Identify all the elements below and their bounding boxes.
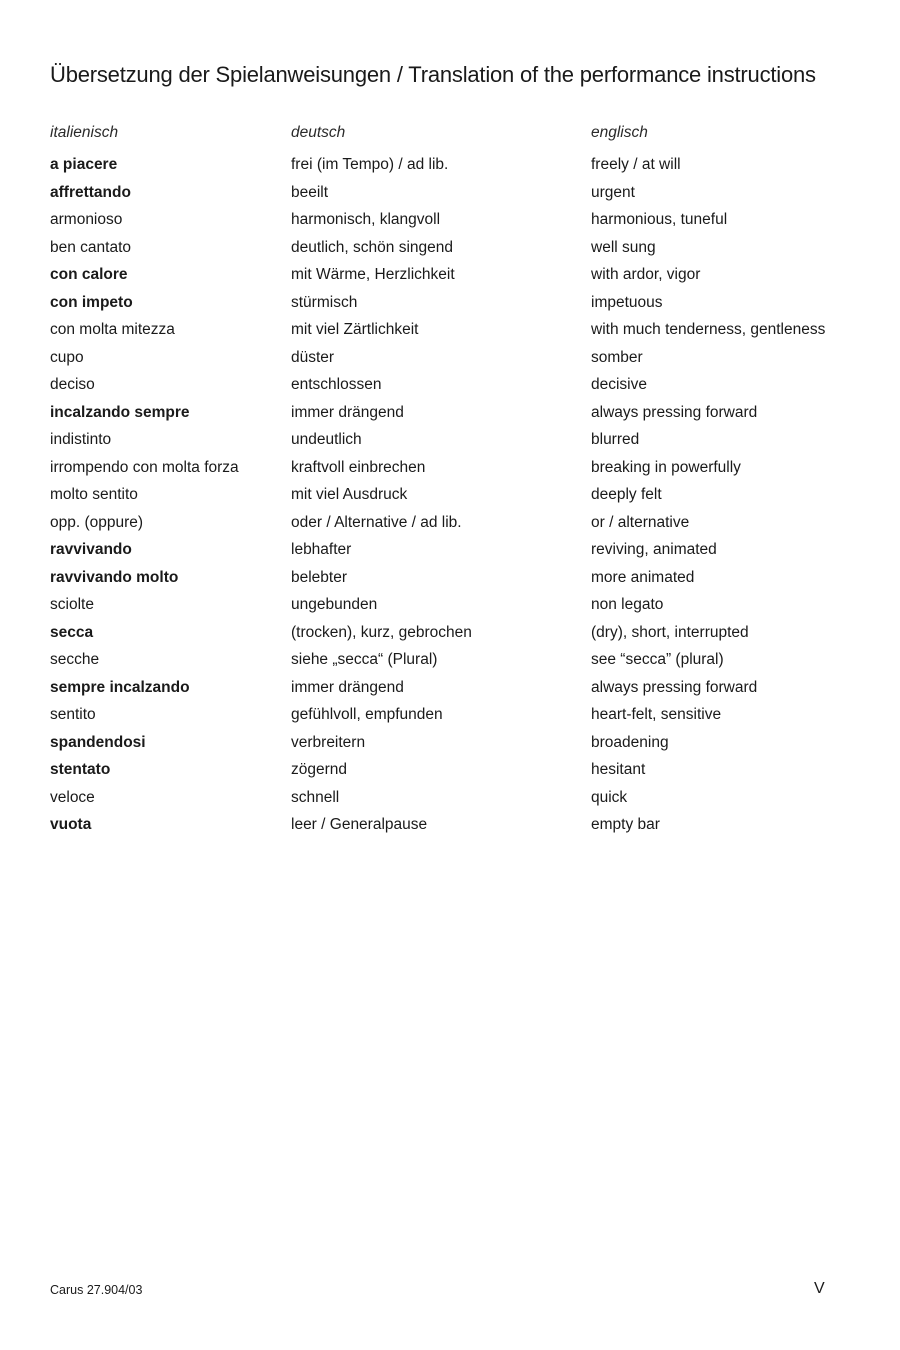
table-row [0, 426, 900, 454]
italian-term: sciolte [50, 596, 94, 613]
german-translation: belebter [291, 568, 348, 586]
english-translation: blurred [591, 431, 640, 448]
english-translation: non legato [591, 596, 664, 613]
english-translation: with much tenderness, gentleness [591, 321, 826, 338]
table-row [0, 261, 900, 289]
italian-term: con impeto [50, 293, 133, 311]
italian-term: molto sentito [50, 486, 138, 503]
table-row [0, 399, 900, 427]
english-translation: always pressing forward [591, 403, 758, 421]
german-translation: mit viel Ausdruck [291, 486, 408, 503]
english-translation: quick [591, 788, 628, 806]
table-row [0, 811, 900, 839]
english-translation: or / alternative [591, 513, 690, 531]
english-translation: hesitant [591, 761, 646, 778]
german-translation: leer / Generalpause [291, 816, 428, 833]
german-translation: stürmisch [291, 293, 358, 311]
italian-term: ravvivando molto [50, 568, 179, 586]
german-translation: beeilt [291, 183, 329, 201]
table-row [0, 564, 900, 592]
german-translation: schnell [291, 788, 340, 806]
german-translation: immer drängend [291, 403, 404, 421]
english-translation: with ardor, vigor [591, 266, 701, 283]
english-translation: reviving, animated [591, 541, 717, 558]
table-row [0, 371, 900, 399]
catalog-number: Carus 27.904/03 [50, 1283, 143, 1297]
table-row [0, 756, 900, 784]
table-row [0, 481, 900, 509]
english-translation: somber [591, 348, 643, 366]
italian-term: veloce [50, 788, 95, 806]
italian-term: cupo [50, 348, 84, 366]
table-row [0, 619, 900, 647]
table-row [0, 289, 900, 317]
table-row [0, 536, 900, 564]
english-translation: empty bar [591, 816, 660, 833]
italian-term: secca [50, 623, 94, 641]
italian-term: spandendosi [50, 733, 146, 751]
italian-term: armonioso [50, 211, 123, 228]
italian-term: con molta mitezza [50, 321, 175, 338]
english-translation: breaking in powerfully [591, 458, 741, 476]
german-translation: siehe „secca“ (Plural) [291, 651, 438, 668]
italian-term: vuota [50, 816, 92, 833]
italian-term: sentito [50, 706, 96, 723]
table-row [0, 344, 900, 372]
table-row [0, 646, 900, 674]
german-translation: undeutlich [291, 431, 362, 448]
table-row [0, 206, 900, 234]
german-translation: deutlich, schön singend [291, 238, 454, 256]
english-translation: deeply felt [591, 486, 662, 503]
english-translation: impetuous [591, 293, 663, 311]
table-row [0, 151, 900, 179]
german-translation: frei (im Tempo) / ad lib. [291, 156, 449, 173]
page-title: Übersetzung der Spielanweisungen / Translation of the performance instructions [50, 62, 816, 87]
column-header-english: englisch [591, 124, 648, 141]
german-translation: mit viel Zärtlichkeit [291, 321, 419, 338]
table-row [0, 509, 900, 537]
page-number: V [814, 1280, 825, 1297]
english-translation: (dry), short, interrupted [591, 623, 749, 641]
german-translation: verbreitern [291, 733, 366, 751]
italian-term: opp. (oppure) [50, 513, 144, 531]
english-translation: broadening [591, 733, 669, 751]
german-translation: zögernd [291, 761, 348, 778]
italian-term: irrompendo con molta forza [50, 458, 239, 476]
table-row [0, 729, 900, 757]
german-translation: oder / Alternative / ad lib. [291, 513, 462, 531]
german-translation: immer drängend [291, 678, 404, 696]
table-row [0, 454, 900, 482]
italian-term: incalzando sempre [50, 403, 190, 421]
italian-term: secche [50, 651, 100, 668]
english-translation: more animated [591, 568, 695, 586]
column-header-italian: italienisch [50, 124, 119, 141]
italian-term: ben cantato [50, 238, 132, 256]
table-row [0, 701, 900, 729]
english-translation: see “secca” (plural) [591, 651, 724, 668]
english-translation: decisive [591, 376, 647, 393]
german-translation: düster [291, 348, 335, 366]
table-row [0, 234, 900, 262]
english-translation: urgent [591, 183, 635, 201]
german-translation: mit Wärme, Herzlichkeit [291, 266, 455, 283]
english-translation: harmonious, tuneful [591, 211, 728, 228]
german-translation: ungebunden [291, 596, 378, 613]
column-header-german: deutsch [291, 124, 346, 141]
german-translation: gefühlvoll, empfunden [291, 706, 443, 723]
german-translation: entschlossen [291, 376, 382, 393]
table-row [0, 674, 900, 702]
italian-term: sempre incalzando [50, 678, 190, 696]
italian-term: a piacere [50, 156, 118, 173]
german-translation: kraftvoll einbrechen [291, 458, 426, 476]
italian-term: deciso [50, 376, 95, 393]
table-row [0, 591, 900, 619]
table-row [0, 784, 900, 812]
german-translation: (trocken), kurz, gebrochen [291, 623, 472, 641]
italian-term: affrettando [50, 183, 131, 201]
italian-term: ravvivando [50, 541, 132, 558]
english-translation: freely / at will [591, 156, 681, 173]
italian-term: con calore [50, 266, 128, 283]
english-translation: well sung [591, 238, 656, 256]
german-translation: lebhafter [291, 541, 352, 558]
translation-table [0, 151, 900, 839]
table-row [0, 179, 900, 207]
italian-term: indistinto [50, 431, 112, 448]
italian-term: stentato [50, 761, 111, 778]
english-translation: heart-felt, sensitive [591, 706, 722, 723]
english-translation: always pressing forward [591, 678, 758, 696]
german-translation: harmonisch, klangvoll [291, 211, 441, 228]
table-row [0, 316, 900, 344]
